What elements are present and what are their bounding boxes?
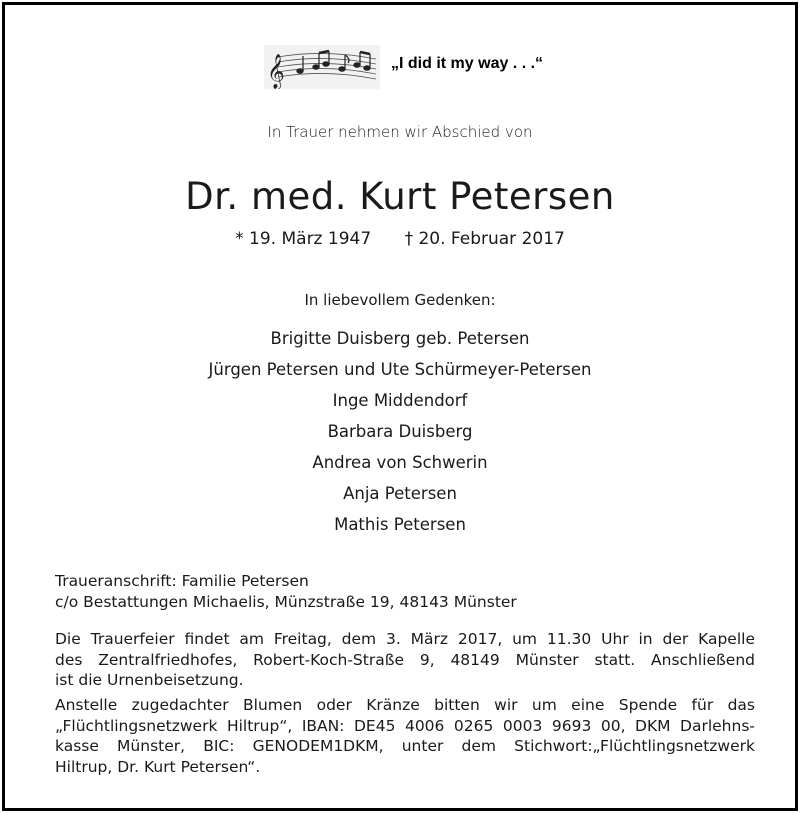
mourners-list — [5, 323, 795, 540]
memory-heading: In liebevollem Gedenken: — [304, 291, 496, 309]
ceremony-line: des Zentralfriedhofes, Robert-Koch-Straße 9, 48149 Münster statt. Anschließend — [55, 650, 755, 669]
address-line: c/o Bestattungen Michaelis, Münzstraße 19, 48143 Münster — [55, 592, 517, 611]
mourner-name: Anja Petersen — [343, 484, 457, 503]
music-notes-icon — [264, 45, 380, 89]
donation-paragraph — [55, 695, 755, 777]
life-dates — [5, 229, 795, 249]
mourner-name: Mathis Petersen — [334, 515, 466, 534]
death-date: † 20. Februar 2017 — [404, 229, 565, 249]
mourner-name: Andrea von Schwerin — [312, 453, 488, 472]
address-line: Traueranschrift: Familie Petersen — [55, 572, 309, 590]
donation-line: Anstelle zugedachter Blumen oder Kränze bitten wir um eine Spende für das — [55, 696, 755, 714]
mourner-name: Brigitte Duisberg geb. Petersen — [270, 329, 530, 348]
mourner-name: Barbara Duisberg — [327, 422, 473, 441]
donation-line: Hiltrup, Dr. Kurt Petersen“. — [55, 757, 261, 776]
ceremony-line: Die Trauerfeier findet am Freitag, dem 3. März 2017, um 11.30 Uhr in der Kapelle — [55, 630, 755, 648]
donation-line: „Flüchtlingsnetzwerk Hiltrup“, IBAN: DE45 4006 0265 0003 9693 00, DKM Darlehns- — [55, 716, 755, 735]
svg-text:𝄞: 𝄞 — [267, 54, 285, 89]
birth-date: * 19. März 1947 — [235, 229, 372, 249]
ceremony-paragraph — [55, 629, 755, 691]
mourning-address — [55, 571, 755, 612]
ceremony-line: ist die Urnenbeisetzung. — [55, 671, 244, 689]
mourner-name: Jürgen Petersen und Ute Schürmeyer-Petersen — [208, 360, 592, 379]
obituary-frame — [2, 2, 798, 811]
donation-line: kasse Münster, BIC: GENODEM1DKM, unter dem Stichwort:„Flüchtlingsnetzwerk — [55, 737, 755, 755]
deceased-name: Dr. med. Kurt Petersen — [185, 175, 615, 218]
mourner-name: Inge Middendorf — [332, 391, 468, 410]
intro-text: In Trauer nehmen wir Abschied von — [267, 123, 533, 141]
motto-quote: „I did it my way . . .“ — [391, 55, 544, 72]
